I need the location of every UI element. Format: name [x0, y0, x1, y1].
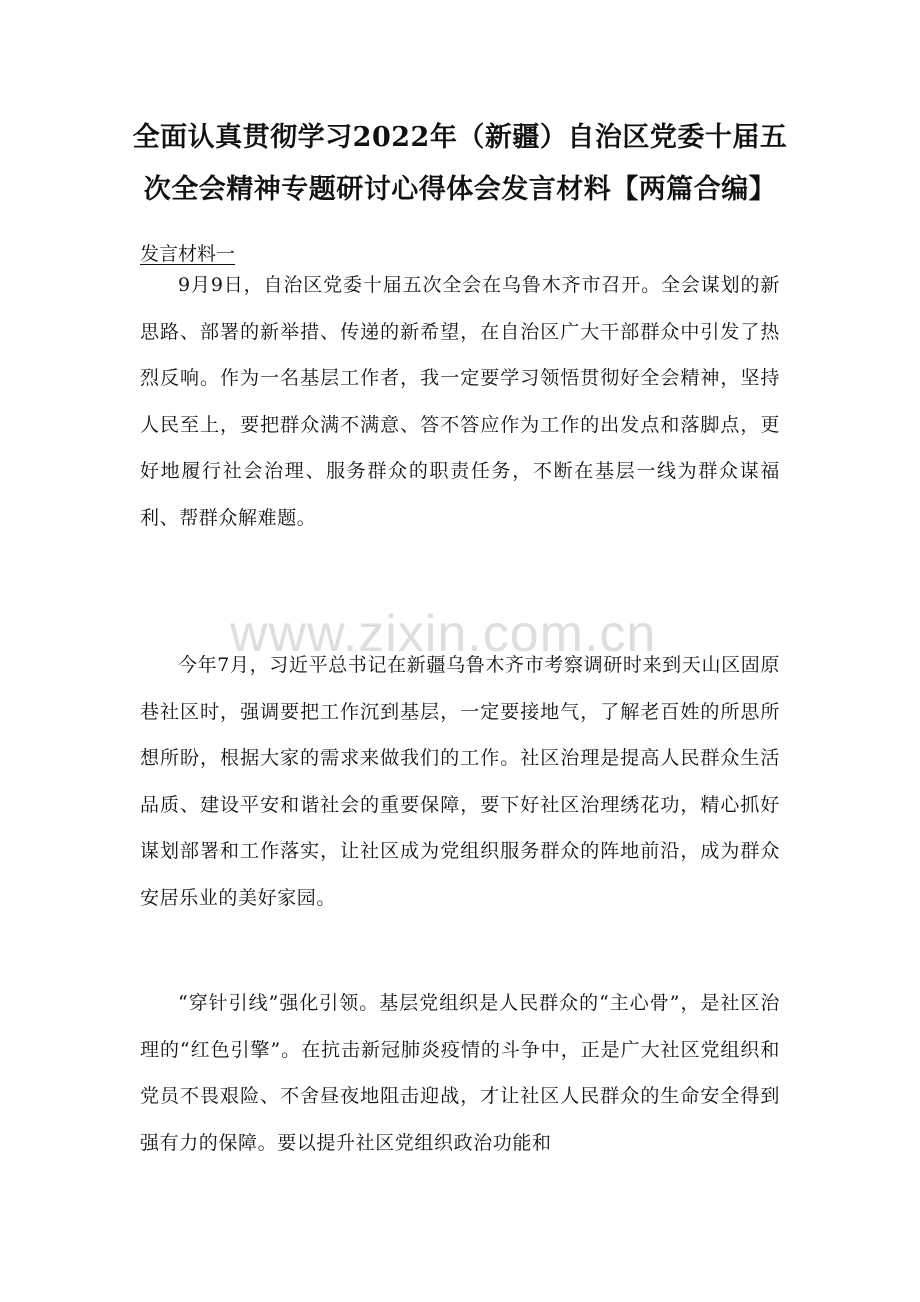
section-heading: 发言材料一	[140, 243, 236, 265]
paragraph-1: 9月9日，自治区党委十届五次全会在乌鲁木齐市召开。全会谋划的新思路、部署的新举措、传递的新希望，在自治区广大干部群众中引发了热烈反响。作为一名基层工作者，我一定要学习领悟贯彻好全会精神，坚持人民至上，要把群众满不满意、答不答应作为工作的出发点和落脚点，更好地履行社会治理、服务群众的职责任务，不断在基层一线为群众谋福利、帮群众解难题。	[140, 274, 780, 529]
watermark: www.zixin.com.cn	[230, 605, 657, 663]
paragraph-3: “穿针引线”强化引领。基层党组织是人民群众的“主心骨”，是社区治理的“红色引擎”。在抗击新冠肺炎疫情的斗争中，正是广大社区党组织和党员不畏艰险、不舍昼夜地阻击迎战，才让社区人民群众的生命安全得到强有力的保障。要以提升社区党组织政治功能和	[140, 992, 780, 1154]
document-title: 全面认真贯彻学习2022年（新疆）自治区党委十届五次全会精神专题研讨心得体会发言材料【两篇合编】	[132, 122, 788, 205]
paragraph-2: 今年7月，习近平总书记在新疆乌鲁木齐市考察调研时来到天山区固原巷社区时，强调要把工作沉到基层，一定要接地气，了解老百姓的所思所想所盼，根据大家的需求来做我们的工作。社区治理是提高人民群众生活品质、建设平安和谐社会的重要保障，要下好社区治理绣花功，精心抓好谋划部署和工作落实，让社区成为党组织服务群众的阵地前沿，成为群众安居乐业的美好家园。	[140, 654, 780, 909]
